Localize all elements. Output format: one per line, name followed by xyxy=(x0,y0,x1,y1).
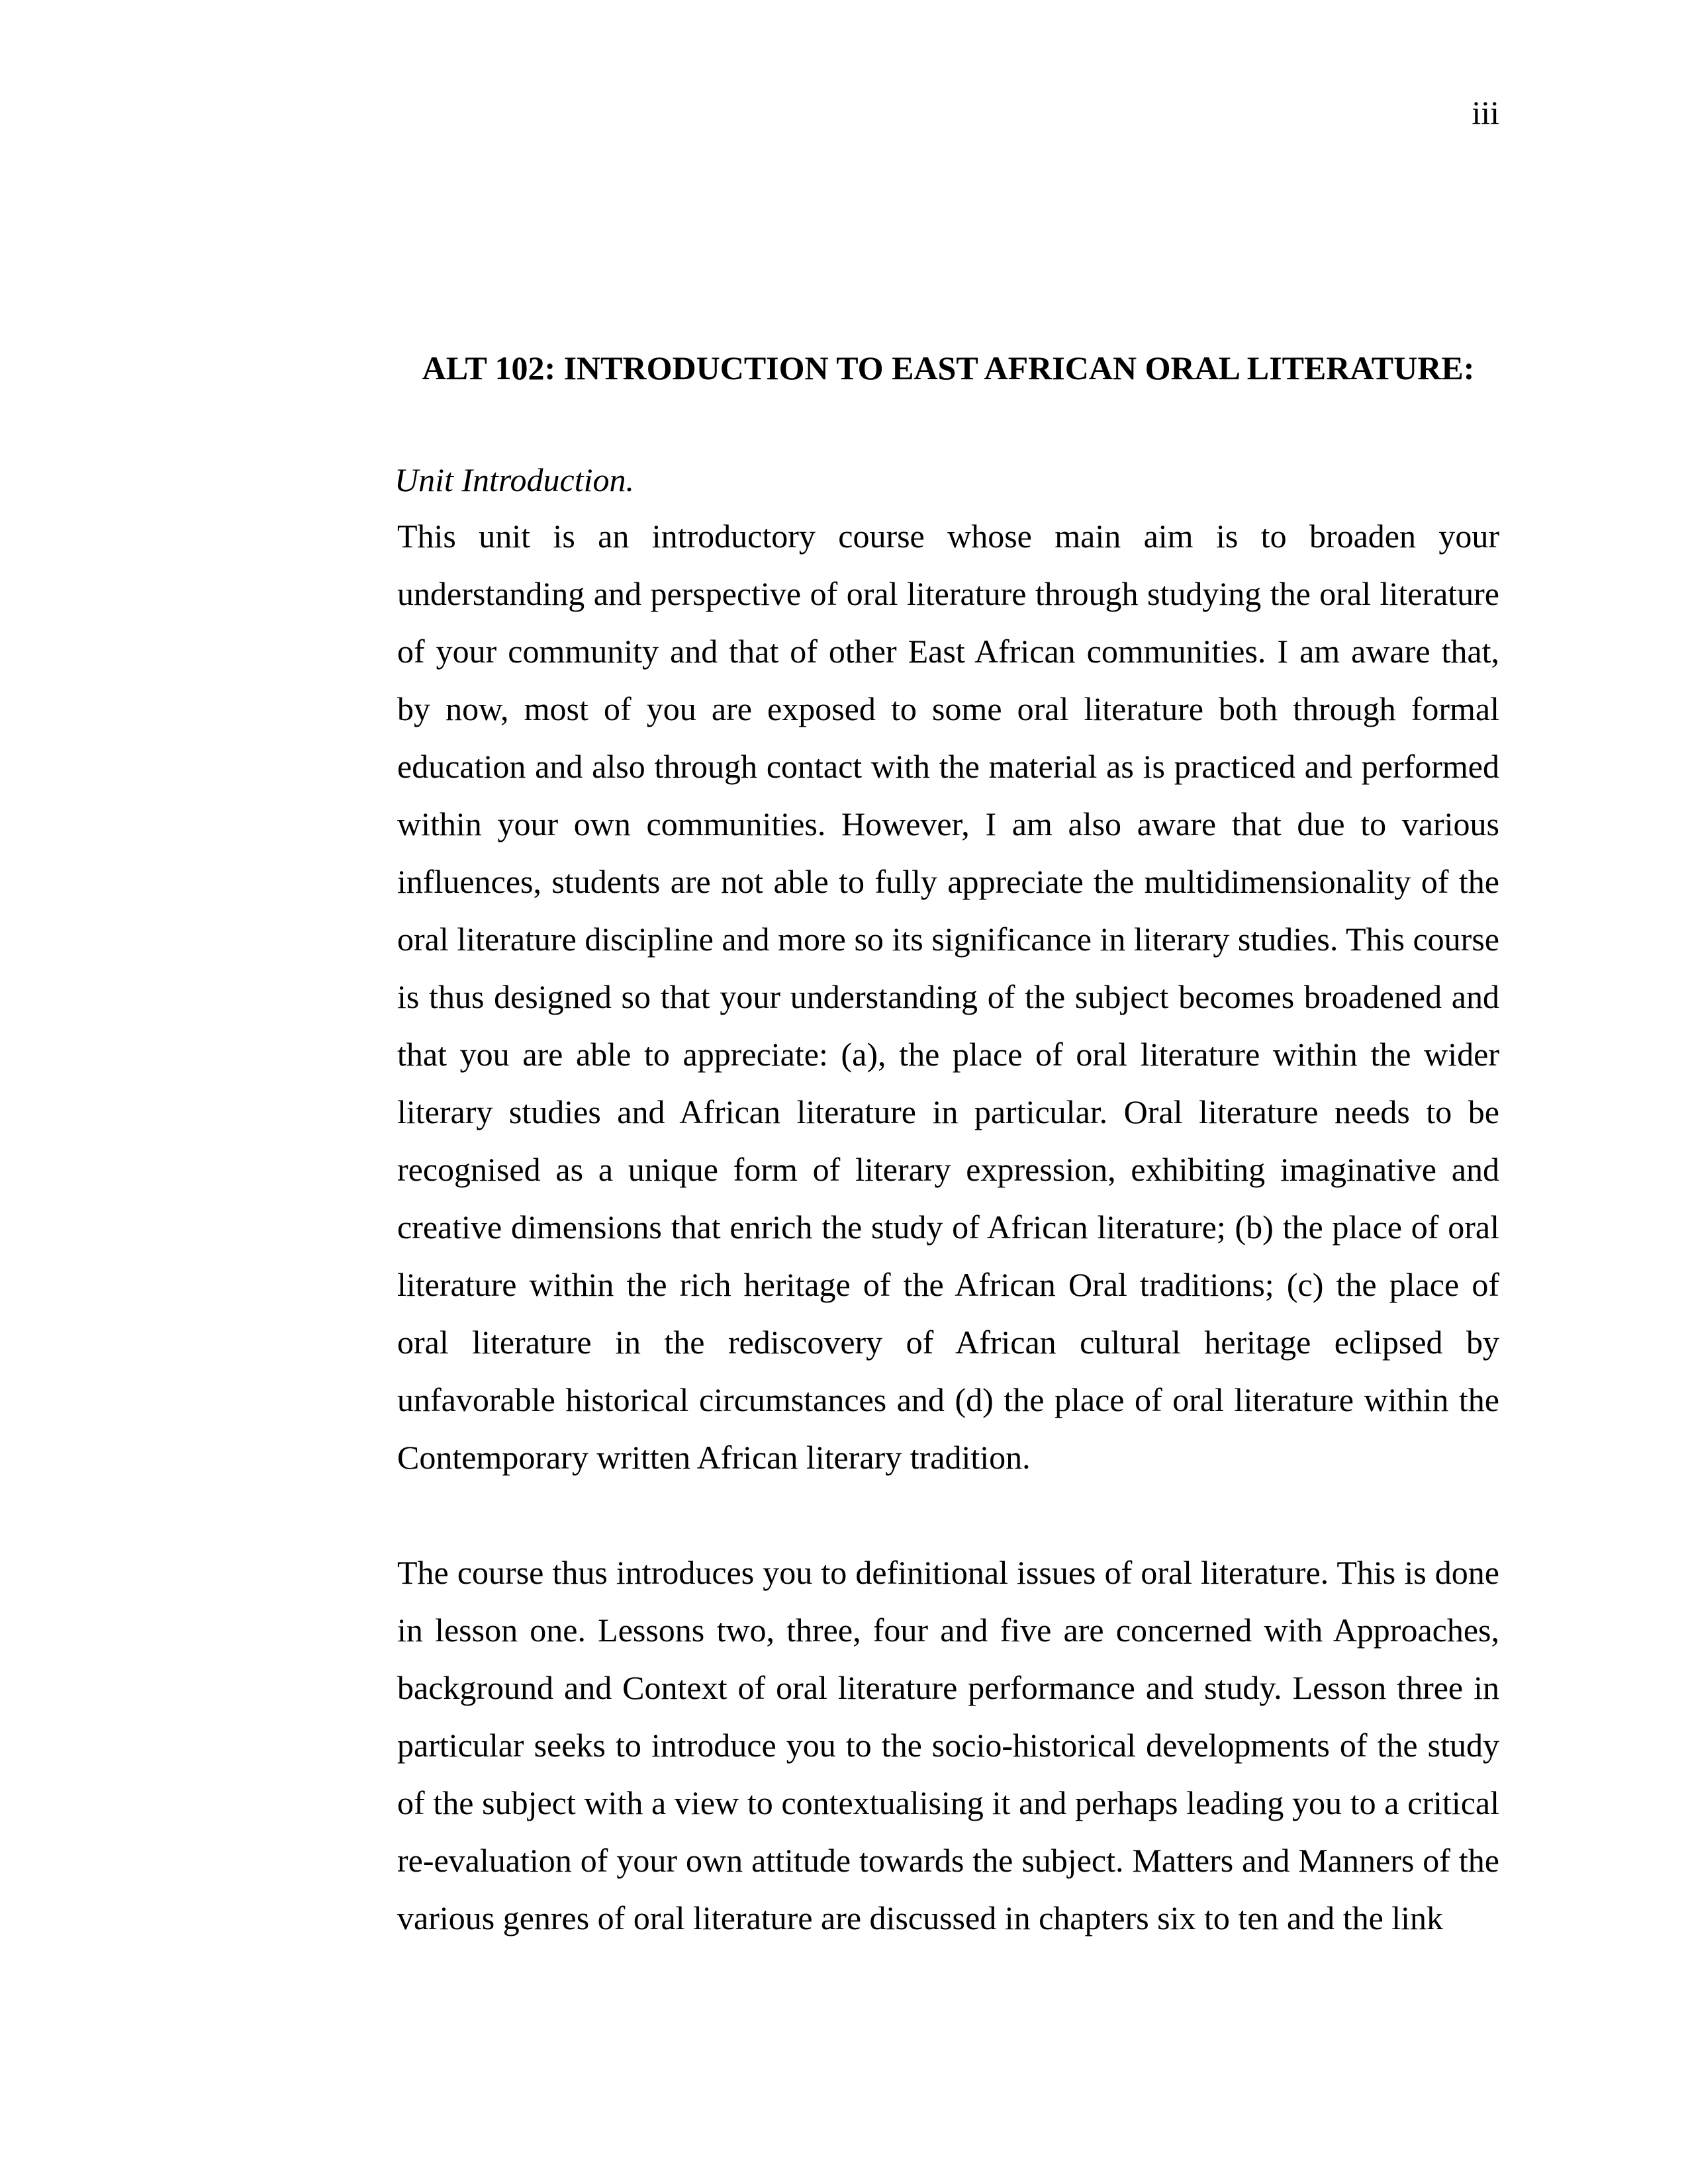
paragraph-course-overview: The course thus introduces you to definitional issues of oral literature. This is done in lesson one. Lessons two, three, four and five are concerned with Approaches, background and Context of oral literature performance and study. Lesson three in particular seeks to introduce you to the socio-historical developments of the study of the subject with a view to contextualising it and perhaps leading you to a critical re-evaluation of your own attitude towards the subject. Matters and Manners of the various genres of oral literature are discussed in chapters six to ten and the link xyxy=(397,1554,1499,1936)
section-heading: Unit Introduction. xyxy=(395,461,635,498)
document-title: ALT 102: INTRODUCTION TO EAST AFRICAN ORAL LITERATURE: xyxy=(422,349,1475,387)
paragraph-unit-introduction: This unit is an introductory course whose main aim is to broaden your understanding and perspective of oral literature through studying the oral literature of your community and that of other East African communities. I am aware that, by now, most of you are exposed to some oral literature both through formal education and also through contact with the material as is practiced and performed within your own communities. However, I am also aware that due to various influences, students are not able to fully appreciate the multidimensionality of the oral literature discipline and more so its significance in literary studies. This course is thus designed so that your understanding of the subject becomes broadened and that you are able to appreciate: (a), the place of oral literature within the wider literary studies and African literature in particular. Oral literature needs to be recognised as a unique form of literary expression, exhibiting imaginative and creative dimensions that enrich the study of African literature; (b) the place of oral literature within the rich heritage of the African Oral traditions; (c) the place of oral literature in the rediscovery of African cultural heritage eclipsed by unfavorable historical circumstances and (d) the place of oral literature within the Contemporary written African literary tradition. xyxy=(397,518,1499,1476)
page-number: iii xyxy=(1472,94,1499,131)
